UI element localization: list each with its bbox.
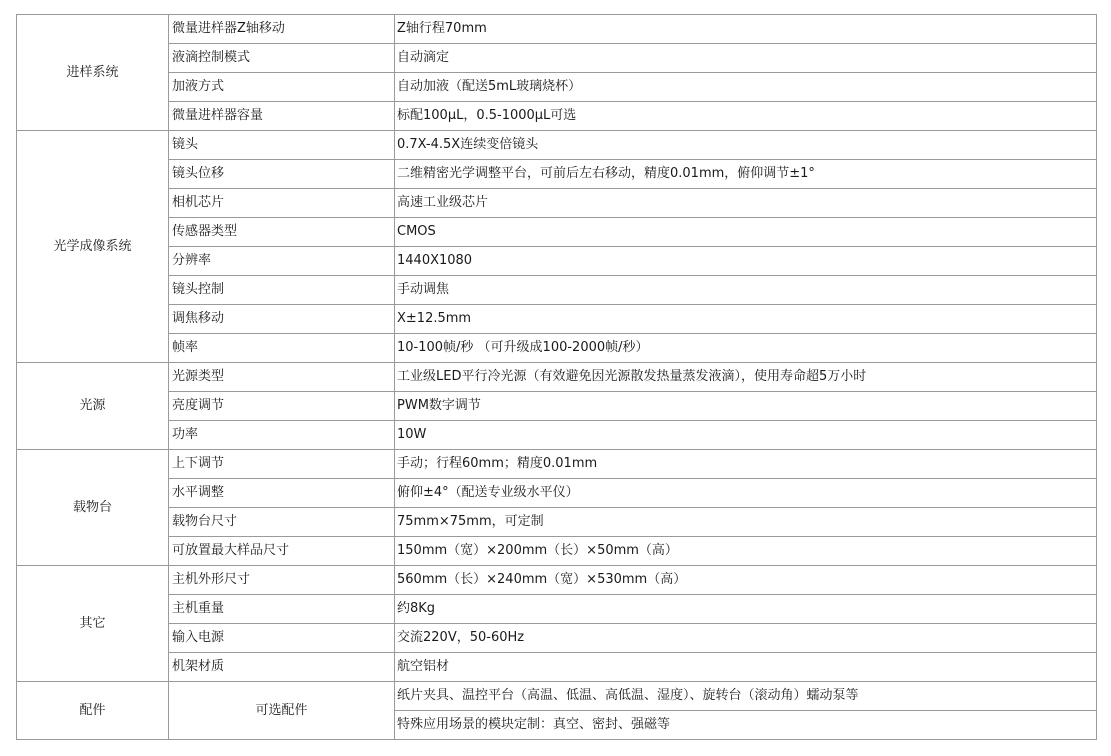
- table-row: [17, 334, 1097, 363]
- group-name-cell: 配件: [17, 682, 169, 740]
- item-name-cell: 功率: [169, 421, 395, 450]
- group-name-cell: 光学成像系统: [17, 131, 169, 363]
- item-value-cell: 0.7X-4.5X连续变倍镜头: [395, 131, 1097, 160]
- item-value-cell: 1440X1080: [395, 247, 1097, 276]
- item-name-cell: 微量进样器Z轴移动: [169, 15, 395, 44]
- table-row: [17, 595, 1097, 624]
- item-name-cell: 机架材质: [169, 653, 395, 682]
- group-name-cell: 其它: [17, 566, 169, 682]
- item-value-cell: 自动滴定: [395, 44, 1097, 73]
- group-name-cell: 进样系统: [17, 15, 169, 131]
- item-value-cell: Z轴行程70mm: [395, 15, 1097, 44]
- group-name-cell: 载物台: [17, 450, 169, 566]
- group-name-cell: 光源: [17, 363, 169, 450]
- item-name-cell: 亮度调节: [169, 392, 395, 421]
- item-value-cell: 标配100μL，0.5-1000μL可选: [395, 102, 1097, 131]
- item-value-cell: 航空铝材: [395, 653, 1097, 682]
- item-value-cell: 150mm（宽）×200mm（长）×50mm（高）: [395, 537, 1097, 566]
- item-value-cell: 俯仰±4°（配送专业级水平仪）: [395, 479, 1097, 508]
- item-name-cell: 微量进样器容量: [169, 102, 395, 131]
- table-row: [17, 392, 1097, 421]
- item-value-cell: PWM数字调节: [395, 392, 1097, 421]
- item-value-cell: CMOS: [395, 218, 1097, 247]
- table-row: [17, 450, 1097, 479]
- spec-table-body: [17, 15, 1097, 740]
- item-value-cell: 特殊应用场景的模块定制：真空、密封、强磁等: [395, 711, 1097, 740]
- table-row: [17, 479, 1097, 508]
- item-name-cell: 上下调节: [169, 450, 395, 479]
- item-name-cell: 传感器类型: [169, 218, 395, 247]
- table-row: [17, 189, 1097, 218]
- item-value-cell: 交流220V，50-60Hz: [395, 624, 1097, 653]
- item-name-cell: 输入电源: [169, 624, 395, 653]
- table-row: [17, 276, 1097, 305]
- table-row: [17, 73, 1097, 102]
- item-value-cell: 自动加液（配送5mL玻璃烧杯）: [395, 73, 1097, 102]
- item-value-cell: 10W: [395, 421, 1097, 450]
- item-value-cell: 手动调焦: [395, 276, 1097, 305]
- item-name-cell: 分辨率: [169, 247, 395, 276]
- item-name-cell: 镜头控制: [169, 276, 395, 305]
- item-name-cell: 光源类型: [169, 363, 395, 392]
- table-row: [17, 363, 1097, 392]
- item-name-cell: 载物台尺寸: [169, 508, 395, 537]
- item-name-cell: 镜头位移: [169, 160, 395, 189]
- table-row: [17, 218, 1097, 247]
- item-value-cell: X±12.5mm: [395, 305, 1097, 334]
- item-name-cell: 可放置最大样品尺寸: [169, 537, 395, 566]
- table-row: [17, 247, 1097, 276]
- table-row: [17, 566, 1097, 595]
- table-row: [17, 15, 1097, 44]
- item-name-cell: 帧率: [169, 334, 395, 363]
- item-value-cell: 560mm（长）×240mm（宽）×530mm（高）: [395, 566, 1097, 595]
- table-row: [17, 421, 1097, 450]
- table-row: [17, 131, 1097, 160]
- item-name-cell: 液滴控制模式: [169, 44, 395, 73]
- item-value-cell: 75mm×75mm，可定制: [395, 508, 1097, 537]
- table-row: [17, 624, 1097, 653]
- item-value-cell: 工业级LED平行冷光源（有效避免因光源散发热量蒸发液滴），使用寿命超5万小时: [395, 363, 1097, 392]
- table-row: [17, 160, 1097, 189]
- table-row: [17, 653, 1097, 682]
- item-name-cell: 可选配件: [169, 682, 395, 740]
- item-name-cell: 水平调整: [169, 479, 395, 508]
- table-row: [17, 102, 1097, 131]
- item-value-cell: 手动；行程60mm；精度0.01mm: [395, 450, 1097, 479]
- item-name-cell: 调焦移动: [169, 305, 395, 334]
- table-row: [17, 44, 1097, 73]
- item-name-cell: 加液方式: [169, 73, 395, 102]
- table-row: [17, 537, 1097, 566]
- spec-table: [16, 14, 1097, 740]
- item-name-cell: 主机重量: [169, 595, 395, 624]
- table-row: [17, 305, 1097, 334]
- item-value-cell: 二维精密光学调整平台，可前后左右移动，精度0.01mm，俯仰调节±1°: [395, 160, 1097, 189]
- item-value-cell: 10-100帧/秒 （可升级成100-2000帧/秒）: [395, 334, 1097, 363]
- item-name-cell: 相机芯片: [169, 189, 395, 218]
- table-row: [17, 682, 1097, 711]
- item-value-cell: 纸片夹具、温控平台（高温、低温、高低温、湿度）、旋转台（滚动角）蠕动泵等: [395, 682, 1097, 711]
- item-value-cell: 高速工业级芯片: [395, 189, 1097, 218]
- item-value-cell: 约8Kg: [395, 595, 1097, 624]
- item-name-cell: 主机外形尺寸: [169, 566, 395, 595]
- table-row: [17, 508, 1097, 537]
- item-name-cell: 镜头: [169, 131, 395, 160]
